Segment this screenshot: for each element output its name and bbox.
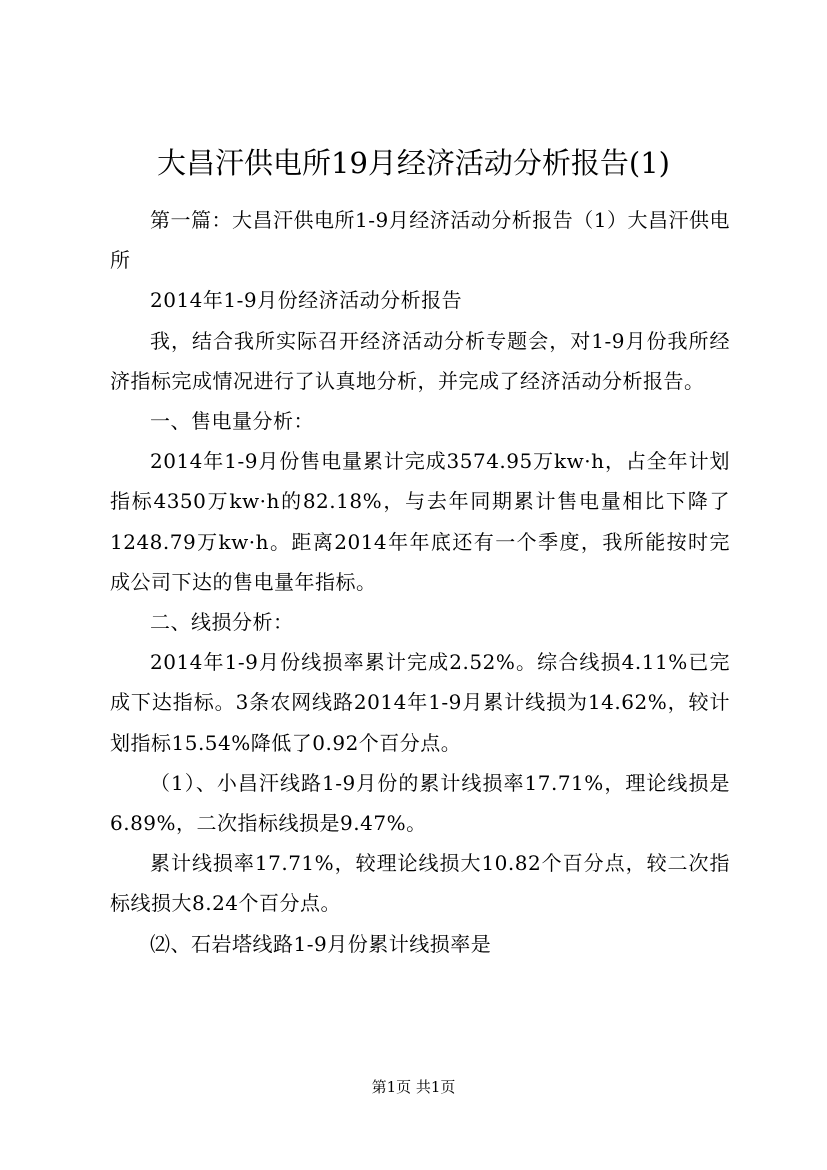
paragraph-report-title: 2014年1-9月份经济活动分析报告 <box>150 288 463 313</box>
paragraph-cumulative-loss: 累计线损率17.71%，较理论线损大10.82个百分点，较二次指标线损大8.24个百分点。 <box>110 851 730 916</box>
paragraph-intro-heading: 第一篇：大昌汗供电所1-9月经济活动分析报告（1）大昌汗供电所 <box>110 208 730 273</box>
document-title: 大昌汗供电所19月经济活动分析报告(1) <box>157 146 670 180</box>
paragraph-overview: 我，结合我所实际召开经济活动分析专题会，对1-9月份我所经济指标完成情况进行了认真地分析，并完成了经济活动分析报告。 <box>110 328 730 393</box>
section-heading-line-loss: 二、线损分析： <box>150 610 294 635</box>
document-body <box>110 200 730 964</box>
section-heading-sales: 一、售电量分析： <box>150 409 314 434</box>
paragraph-sales: 2014年1-9月份售电量累计完成3574.95万kw·h，占全年计划指标4350万kw·h的82.18%，与去年同期累计售电量相比下降了1248.79万kw·h。距离2014年年底还有一个季度，我所能按时完成公司下达的售电量年指标。 <box>110 449 730 594</box>
paragraph-line-loss: 2014年1-9月份线损率累计完成2.52%。综合线损4.11%已完成下达指标。3条农网线路2014年1-9月累计线损为14.62%，较计划指标15.54%降低了0.92个百分点。 <box>110 650 730 755</box>
paragraph-shiyanta: ⑵、石岩塔线路1-9月份累计线损率是 <box>150 931 492 956</box>
paragraph-xiaochanghan: （1）、小昌汗线路1-9月份的累计线损率17.71%，理论线损是6.89%，二次指标线损是9.47%。 <box>110 770 730 836</box>
page-footer: 第1页 共1页 <box>371 1078 456 1096</box>
